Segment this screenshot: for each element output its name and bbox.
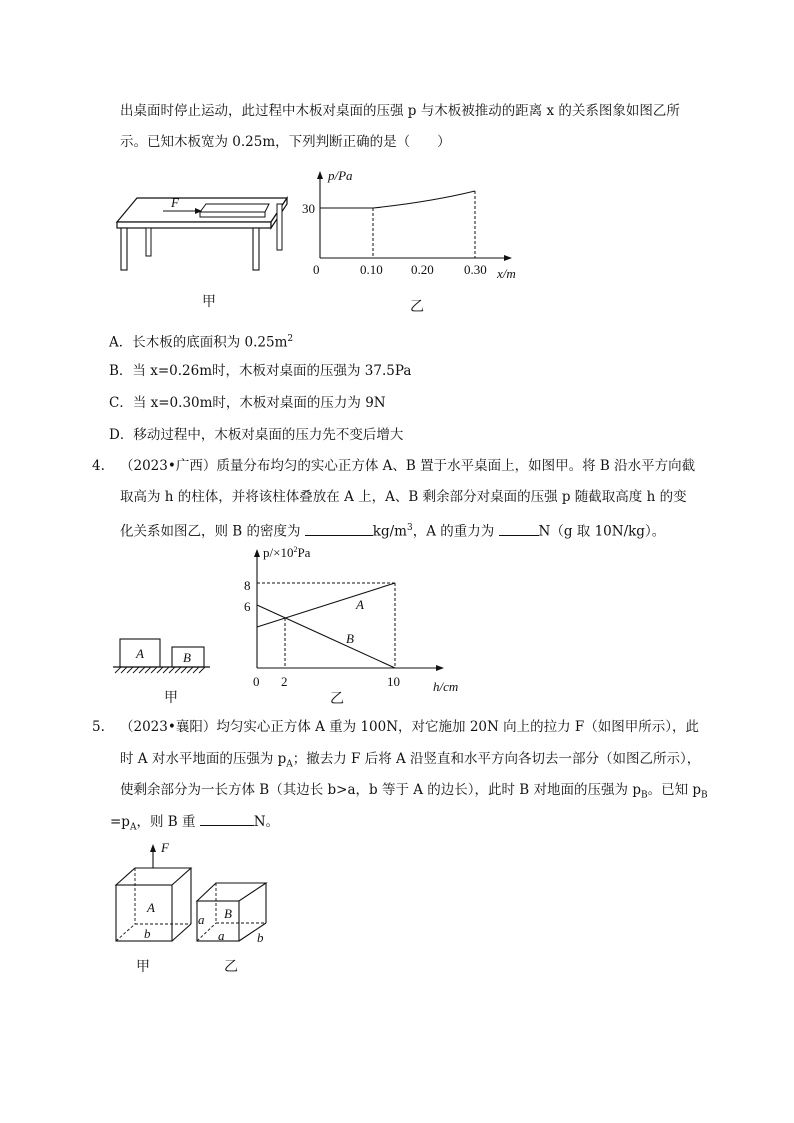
q4-xlabel: h/cm [433,679,459,694]
q4-line-a-label: A [356,597,364,612]
q3-caption-jia: 甲 [202,294,216,310]
q4-block-a: A [136,646,144,661]
q3-xtick-0.10: 0.10 [360,262,383,277]
q4-figure-yi [240,540,480,700]
q4-xtick-10: 10 [387,674,400,689]
q3-caption-yi: 乙 [410,299,424,315]
q4-density-blank[interactable] [305,521,373,536]
q5-cube-a-label: A [147,900,155,915]
q3-force-label: F [171,195,179,210]
q3-stem-line-2: 示。已知木板宽为 0.25m，下列判断正确的是（ ） [120,134,451,150]
q5-force-label: F [161,840,169,855]
q3-stem-line-1: 出桌面时停止运动，此过程中木板对桌面的压强 p 与木板被推动的距离 x 的关系图象如图乙所 [120,103,680,119]
q5-stem-line-4: $=p_A$，则 B 重 N。 [110,811,279,838]
q5-edge-a1-label: a [198,912,205,927]
q3-option-c[interactable]: C．当 x=0.30m时，木板对桌面的压力为 9N [109,395,386,411]
q3-ytick-30: 30 [302,201,315,216]
q3-figure-jia [105,185,295,285]
q4-block-b: B [183,650,191,665]
q4-figure-jia [110,635,220,680]
q4-stem-line-2: 取高为 h 的柱体，并将该柱体叠放在 A 上，A、B 剩余部分对桌面的压强 p 随截取高度 h 的变 [120,489,687,505]
q5-caption-jia: 甲 [136,959,150,975]
q5-number: 5. [92,719,105,735]
q3-xlabel: x/m [497,266,516,281]
q4-caption-jia: 甲 [164,690,178,706]
q4-number: 4. [92,458,105,474]
q4-xtick-0: 0 [253,674,260,689]
q3-option-b[interactable]: B．当 x=0.26m时，木板对桌面的压强为 37.5Pa [109,363,412,379]
q3-xtick-0.20: 0.20 [411,262,434,277]
q4-xtick-2: 2 [281,674,288,689]
q5-caption-yi: 乙 [224,959,238,975]
q5-stem-line-2: 时 A 对水平地面的压强为 $p_A$；撤去力 F 后将 A 沿竖直和水平方向各切去一部分（如图乙所示）， [120,751,701,770]
q4-ytick-8: 8 [244,578,251,593]
q3-ylabel: p/Pa [328,168,353,183]
q5-weight-blank[interactable] [200,811,254,826]
q4-stem-line-1: （2023•广西）质量分布均匀的实心正方体 A、B 置于水平桌面上，如图甲。将 B 沿水平方向截 [120,458,696,474]
q3-xtick-0: 0 [313,262,320,277]
q4-caption-yi: 乙 [330,691,344,707]
q3-option-a[interactable]: A．长木板的底面积为 $0.25m^2$ [109,334,294,351]
q5-stem-line-1: （2023•襄阳）均匀实心正方体 A 重为 100N，对它施加 20N 向上的拉力 F（如图甲所示），此 [120,719,700,735]
q5-edge-b2-label: b [257,930,264,945]
q4-ytick-6: 6 [244,599,251,614]
q4-stem-line-3: 化关系如图乙，则 B 的密度为 $kg/m^3$，A 的重力为 N（g 取 10N/kg）。 [120,518,665,542]
q5-stem-line-3: 使剩余部分为一长方体 B（其边长 b>a，b 等于 A 的边长），此时 B 对地面的压强为 $p_B$。已知 $p_B$ [120,782,708,801]
q5-figure-yi [190,878,280,950]
q3-figure-yi [300,160,540,290]
q3-xtick-0.30: 0.30 [464,262,487,277]
q4-line-b-label: B [346,631,354,646]
q4-weight-blank[interactable] [499,521,539,536]
q4-ylabel: $p/\times 10^2Pa$ [263,545,311,560]
q5-figure-jia [105,838,195,950]
q5-cube-b-label: B [224,906,232,921]
q3-option-d[interactable]: D．移动过程中，木板对桌面的压力先不变后增大 [109,427,404,443]
q5-edge-b-label: b [144,926,151,941]
q5-edge-a2-label: a [218,928,225,943]
